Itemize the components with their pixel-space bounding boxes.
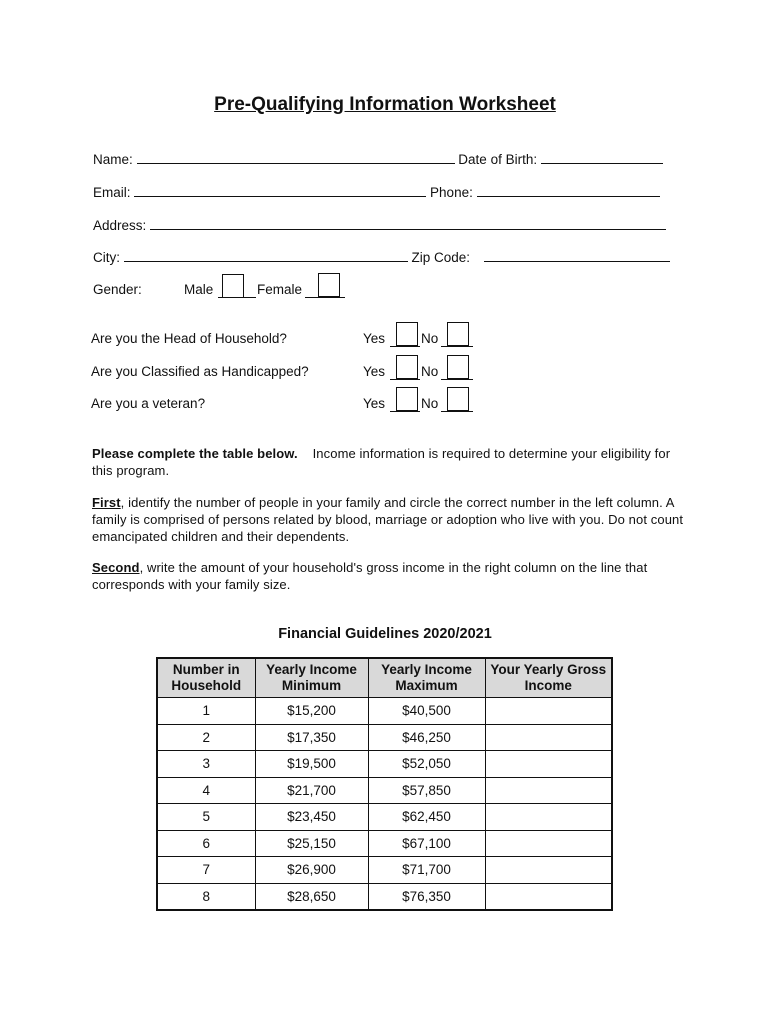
address-label: Address:	[93, 218, 147, 233]
maximum-cell: $57,850	[368, 777, 485, 804]
gross-income-cell[interactable]	[485, 857, 612, 884]
maximum-cell: $67,100	[368, 830, 485, 857]
yes-underline	[390, 346, 420, 347]
minimum-cell: $23,450	[255, 804, 368, 831]
header-maximum: Yearly Income Maximum	[368, 658, 485, 698]
gross-income-cell[interactable]	[485, 804, 612, 831]
table-header-row	[157, 658, 612, 698]
maximum-cell: $76,350	[368, 883, 485, 910]
maximum-cell: $62,450	[368, 804, 485, 831]
female-label: Female	[257, 282, 303, 297]
phone-field[interactable]	[477, 184, 660, 197]
dob-label: Date of Birth:	[458, 152, 538, 167]
handicapped-no-checkbox[interactable]	[447, 355, 469, 379]
address-field[interactable]	[150, 217, 666, 230]
yes-underline	[390, 411, 420, 412]
first-bold: First	[92, 495, 121, 510]
table-row	[157, 698, 612, 725]
household-cell[interactable]: 1	[157, 698, 255, 725]
gender-label: Gender:	[93, 282, 142, 297]
head-of-household-no-checkbox[interactable]	[447, 322, 469, 346]
yes-label: Yes	[363, 396, 386, 411]
maximum-cell: $40,500	[368, 698, 485, 725]
table-row	[157, 830, 612, 857]
yes-label: Yes	[363, 364, 386, 379]
second-bold: Second	[92, 560, 140, 575]
intro-bold: Please complete the table below.	[92, 446, 298, 461]
head-of-household-yes-checkbox[interactable]	[396, 322, 418, 346]
no-underline	[441, 346, 473, 347]
city-row	[93, 249, 670, 265]
table-row	[157, 777, 612, 804]
page-title: Pre-Qualifying Information Worksheet	[214, 94, 556, 115]
second-text: , write the amount of your household's gross income in the right column on the line that corresponds with your family size.	[92, 560, 648, 592]
maximum-cell: $52,050	[368, 751, 485, 778]
name-label: Name:	[93, 152, 133, 167]
yes-underline	[390, 379, 420, 380]
minimum-cell: $19,500	[255, 751, 368, 778]
city-field[interactable]	[124, 249, 408, 262]
email-field[interactable]	[134, 184, 426, 197]
name-field[interactable]	[137, 151, 455, 164]
name-row	[93, 151, 663, 167]
table-row	[157, 883, 612, 910]
no-label: No	[421, 396, 439, 411]
household-cell[interactable]: 2	[157, 724, 255, 751]
maximum-cell: $46,250	[368, 724, 485, 751]
dob-field[interactable]	[541, 151, 663, 164]
question-handicapped: Are you Classified as Handicapped?	[91, 364, 309, 379]
male-label: Male	[184, 282, 214, 297]
male-checkbox[interactable]	[222, 274, 244, 298]
question-veteran: Are you a veteran?	[91, 396, 206, 411]
yes-label: Yes	[363, 331, 386, 346]
female-underline	[305, 297, 345, 298]
intro-text: Income information is required to determine your eligibility for this program.	[92, 446, 671, 478]
gross-income-cell[interactable]	[485, 883, 612, 910]
minimum-cell: $15,200	[255, 698, 368, 725]
minimum-cell: $28,650	[255, 883, 368, 910]
veteran-yes-checkbox[interactable]	[396, 387, 418, 411]
household-cell[interactable]: 3	[157, 751, 255, 778]
zip-label: Zip Code:	[411, 250, 471, 265]
household-cell[interactable]: 4	[157, 777, 255, 804]
gross-income-cell[interactable]	[485, 830, 612, 857]
header-gross-income: Your Yearly Gross Income	[485, 658, 612, 698]
email-label: Email:	[93, 185, 131, 200]
table-row	[157, 804, 612, 831]
gross-income-cell[interactable]	[485, 724, 612, 751]
intro-paragraph	[92, 445, 692, 479]
first-text: , identify the number of people in your family and circle the correct number in the left column. A family is comprised of persons related by blood, marriage or adoption who live with you. Do not count emancipated children and their dependents.	[92, 495, 684, 544]
gross-income-cell[interactable]	[485, 777, 612, 804]
no-label: No	[421, 331, 439, 346]
minimum-cell: $25,150	[255, 830, 368, 857]
no-label: No	[421, 364, 439, 379]
maximum-cell: $71,700	[368, 857, 485, 884]
minimum-cell: $26,900	[255, 857, 368, 884]
table-row	[157, 857, 612, 884]
female-checkbox[interactable]	[318, 273, 340, 297]
household-cell[interactable]: 5	[157, 804, 255, 831]
handicapped-yes-checkbox[interactable]	[396, 355, 418, 379]
household-cell[interactable]: 8	[157, 883, 255, 910]
no-underline	[441, 411, 473, 412]
minimum-cell: $17,350	[255, 724, 368, 751]
first-paragraph	[92, 494, 692, 545]
header-minimum: Yearly Income Minimum	[255, 658, 368, 698]
financial-guidelines-table	[156, 657, 613, 911]
table-row	[157, 724, 612, 751]
zip-field[interactable]	[484, 249, 670, 262]
no-underline	[441, 379, 473, 380]
city-label: City:	[93, 250, 120, 265]
household-cell[interactable]: 7	[157, 857, 255, 884]
household-cell[interactable]: 6	[157, 830, 255, 857]
gross-income-cell[interactable]	[485, 698, 612, 725]
email-row	[93, 184, 660, 200]
table-title: Financial Guidelines 2020/2021	[278, 626, 492, 642]
phone-label: Phone:	[430, 185, 473, 200]
header-household: Number in Household	[157, 658, 255, 698]
veteran-no-checkbox[interactable]	[447, 387, 469, 411]
address-row	[93, 217, 666, 233]
question-head-of-household: Are you the Head of Household?	[91, 331, 287, 346]
second-paragraph	[92, 559, 692, 593]
table-row	[157, 751, 612, 778]
minimum-cell: $21,700	[255, 777, 368, 804]
gross-income-cell[interactable]	[485, 751, 612, 778]
